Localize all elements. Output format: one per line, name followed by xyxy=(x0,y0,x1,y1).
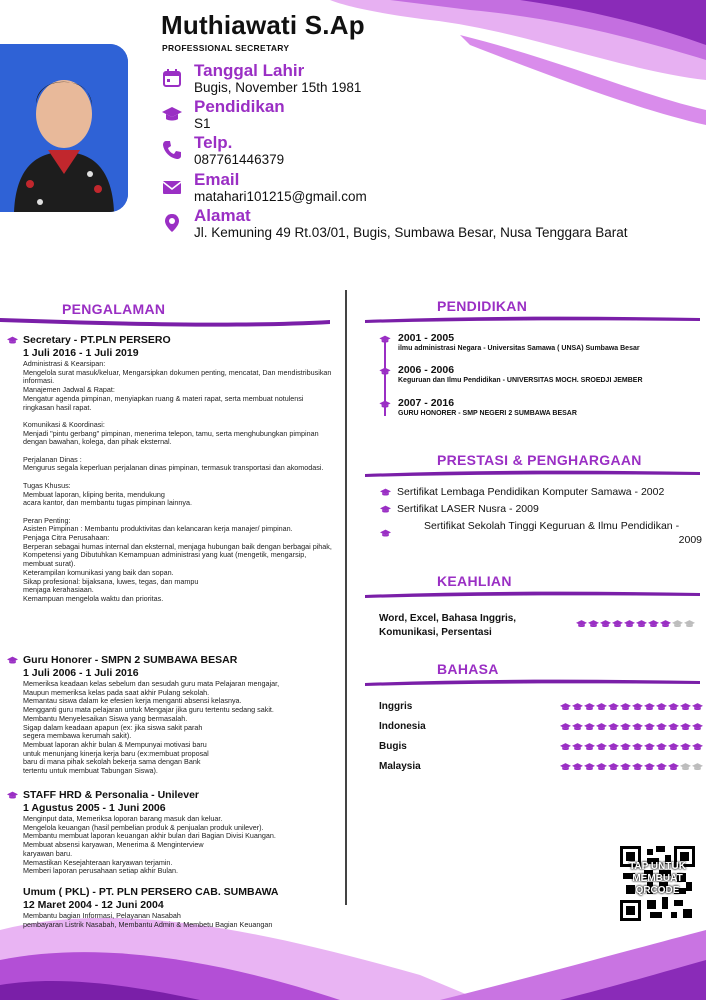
language-name: Malaysia xyxy=(379,761,421,772)
rating-cap-icon xyxy=(596,762,607,772)
rating-cap-icon xyxy=(596,702,607,712)
job-date: 1 Agustus 2005 - 1 Juni 2006 xyxy=(23,802,166,814)
info-value: S1 xyxy=(194,116,211,131)
qr-code-label xyxy=(620,861,695,897)
graduation-cap-icon xyxy=(7,336,18,345)
phone-icon xyxy=(162,140,182,160)
info-label: Telp. xyxy=(194,133,233,152)
rating-cap-icon xyxy=(692,762,703,772)
education-year: 2001 - 2005 xyxy=(398,332,455,344)
rating-cap-icon xyxy=(572,722,583,732)
rating-cap-icon xyxy=(644,762,655,772)
rating-cap-icon xyxy=(572,702,583,712)
profile-name: Muthiawati S.Ap xyxy=(161,10,365,40)
rating-cap-icon xyxy=(560,762,571,772)
heading-underline xyxy=(365,675,700,689)
languages-heading: BAHASA xyxy=(437,661,499,677)
heading-underline xyxy=(365,466,700,480)
rating-cap-icon xyxy=(644,742,655,752)
rating-cap-icon xyxy=(680,702,691,712)
rating-cap-icon xyxy=(584,742,595,752)
graduation-cap-icon xyxy=(379,400,391,409)
rating-cap-icon xyxy=(692,722,703,732)
rating-cap-icon xyxy=(596,722,607,732)
job-title: Secretary - PT.PLN PERSERO xyxy=(23,334,171,346)
language-name: Bugis xyxy=(379,741,407,752)
rating-cap-icon xyxy=(656,762,667,772)
email-icon xyxy=(162,177,182,197)
job-description: Menginput data, Memeriksa loporan barang masuk dan keluar. Mengelola keuangan (hasil pembelian produk & penjualan produk unilever). Membantu membuat laporan keuangan akhir bulan dari Bagian Divisi Kuangan. Membuat absensi karyawan, Menerima & Menginterview karyawan baru. Memastikan Kesejahteraan karyawan terjamin. Memberi laporan perusahaan setiap akhir Bulan. xyxy=(23,814,276,876)
info-value: 087761446379 xyxy=(194,152,285,167)
skills-line1: Word, Excel, Bahasa Inggris, xyxy=(379,613,517,624)
skills-line2: Komunikasi, Persentasi xyxy=(379,627,492,638)
rating-cap-icon xyxy=(600,619,611,629)
graduation-cap-icon xyxy=(380,488,391,497)
job-date: 12 Maret 2004 - 12 Juni 2004 xyxy=(23,899,164,911)
rating-cap-icon xyxy=(680,762,691,772)
graduation-cap-icon xyxy=(380,529,391,538)
language-name: Indonesia xyxy=(379,721,426,732)
education-timeline xyxy=(378,332,698,432)
rating-cap-icon xyxy=(560,742,571,752)
rating-cap-icon xyxy=(584,702,595,712)
award-text: Sertifikat Sekolah Tinggi Keguruan & Ilmu Pendidikan - xyxy=(424,520,680,532)
language-rating xyxy=(560,722,703,732)
rating-cap-icon xyxy=(620,742,631,752)
language-rating xyxy=(560,762,703,772)
qr-label-line1: TAP UNTUK xyxy=(629,861,686,872)
language-rating xyxy=(560,702,703,712)
rating-cap-icon xyxy=(572,762,583,772)
rating-cap-icon xyxy=(588,619,599,629)
language-name: Inggris xyxy=(379,701,413,712)
education-desc: Keguruan dan Ilmu Pendidikan - UNIVERSITAS MOCH. SROEDJI JEMBER xyxy=(398,377,643,384)
rating-cap-icon xyxy=(584,762,595,772)
education-year: 2006 - 2006 xyxy=(398,364,455,376)
experience-heading: PENGALAMAN xyxy=(62,301,166,317)
job-date: 1 Juli 2006 - 1 Juli 2016 xyxy=(23,667,139,679)
rating-cap-icon xyxy=(668,722,679,732)
rating-cap-icon xyxy=(584,722,595,732)
job-description: Administrasi & Kearsipan: Mengelola surat masuk/keluar, Mengarsipkan dokumen penting, mencatat, Dan mendistribusikan informasi. Manajemen Jadwal & Rapat: Mengatur agenda pimpinan, menyiapkan ruang & materi rapat, serta membuat notulensi ringkasan hasil rapat. Komunikasi & Koordinasi: Menjadi "pintu gerbang" pimpinan, menerima telepon, tamu, serta menghubungkan pimpinan dengan bawahan, kolega, dan pihak eksternal. Perjalanan Dinas : Mengurus segala keperluan perjalanan dinas pimpinan, termasuk transportasi dan akomodasi. Tugas Khusus: Membuat laporan, kliping berita, mendukung acara kantor, dan membantu tugas pimpinan lainnya. Peran Penting: Asisten Pimpinan : Membantu produktivitas dan kelancaran kerja manajer/ pimpinan. Penjaga Citra Perusahaan: Berperan sebagai humas internal dan eksternal, menjaga hubungan baik dengan berbagai pihak, Kompetensi yang Dibutuhkan Kemampuan administrasi yang kuat (mengetik, mengarsip, membuat surat). Keterampilan komunikasi yang baik dan sopan. Sikap profesional: bijaksana, luwes, tegas, dan mampu menjaga kerahasiaan. Kemampuan mengelola waktu dan prioritas. xyxy=(23,359,332,603)
awards-heading: PRESTASI & PENGHARGAAN xyxy=(437,452,642,468)
rating-cap-icon xyxy=(656,722,667,732)
profile-role: PROFESSIONAL SECRETARY xyxy=(162,43,290,53)
rating-cap-icon xyxy=(632,702,643,712)
rating-cap-icon xyxy=(672,619,683,629)
rating-cap-icon xyxy=(668,762,679,772)
qr-label-line2: MEMBUAT xyxy=(632,873,683,884)
rating-cap-icon xyxy=(632,742,643,752)
rating-cap-icon xyxy=(620,722,631,732)
award-text-year: 2009 xyxy=(678,534,702,546)
job-description: Membantu bagian Informasi, Pelayanan Nasabah pembayaran Listrik Nasabah, Membantu Admin & Membetu Bagian Keuangan xyxy=(23,911,273,929)
heading-underline xyxy=(365,587,700,601)
profile-photo xyxy=(0,44,128,212)
job-title: Guru Honorer - SMPN 2 SUMBAWA BESAR xyxy=(23,654,238,666)
info-label: Tanggal Lahir xyxy=(194,61,305,80)
info-value: Jl. Kemuning 49 Rt.03/01, Bugis, Sumbawa Besar, Nusa Tenggara Barat xyxy=(194,225,628,240)
rating-cap-icon xyxy=(620,702,631,712)
rating-cap-icon xyxy=(608,742,619,752)
rating-cap-icon xyxy=(572,742,583,752)
graduation-cap-icon xyxy=(7,656,18,665)
education-desc: ilmu administrasi Negara - Universitas Samawa ( UNSA) Sumbawa Besar xyxy=(398,345,640,352)
rating-cap-icon xyxy=(644,722,655,732)
info-label: Pendidikan xyxy=(194,97,285,116)
rating-cap-icon xyxy=(648,619,659,629)
rating-cap-icon xyxy=(656,742,667,752)
graduation-cap-icon xyxy=(7,791,18,800)
rating-cap-icon xyxy=(656,702,667,712)
education-year: 2007 - 2016 xyxy=(398,397,455,409)
rating-cap-icon xyxy=(608,702,619,712)
rating-cap-icon xyxy=(668,702,679,712)
qr-label-line3: QRCODE xyxy=(635,885,680,896)
rating-cap-icon xyxy=(692,742,703,752)
rating-cap-icon xyxy=(608,722,619,732)
rating-cap-icon xyxy=(560,722,571,732)
job-title: Umum ( PKL) - PT. PLN PERSERO CAB. SUMBAWA xyxy=(23,886,279,898)
rating-cap-icon xyxy=(644,702,655,712)
graduation-cap-icon xyxy=(379,335,391,344)
rating-cap-icon xyxy=(668,742,679,752)
job-date: 1 Juli 2016 - 1 Juli 2019 xyxy=(23,347,139,359)
location-pin-icon xyxy=(162,213,182,233)
award-text: Sertifikat LASER Nusra - 2009 xyxy=(397,503,539,515)
calendar-icon xyxy=(162,68,182,88)
job-title: STAFF HRD & Personalia - Unilever xyxy=(23,789,200,801)
rating-cap-icon xyxy=(612,619,623,629)
info-label: Email xyxy=(194,170,240,189)
rating-cap-icon xyxy=(596,742,607,752)
skills-heading: KEAHLIAN xyxy=(437,573,512,589)
language-rating xyxy=(560,742,703,752)
rating-cap-icon xyxy=(692,702,703,712)
info-value: Bugis, November 15th 1981 xyxy=(194,80,362,95)
rating-cap-icon xyxy=(660,619,671,629)
rating-cap-icon xyxy=(624,619,635,629)
column-divider xyxy=(345,290,347,905)
graduation-cap-icon xyxy=(162,104,182,124)
graduation-cap-icon xyxy=(380,505,391,514)
rating-cap-icon xyxy=(560,702,571,712)
rating-cap-icon xyxy=(632,722,643,732)
award-text: Sertifikat Lembaga Pendidikan Komputer Samawa - 2002 xyxy=(397,486,665,498)
rating-cap-icon xyxy=(636,619,647,629)
rating-cap-icon xyxy=(684,619,695,629)
info-label: Alamat xyxy=(194,206,251,225)
education-heading: PENDIDIKAN xyxy=(437,298,528,314)
person-icon xyxy=(0,44,128,212)
rating-cap-icon xyxy=(680,722,691,732)
job-description: Memeriksa keadaan kelas sebelum dan sesudah guru mata Pelajaran mengajar, Maupun memeriksa kelas pada saat akhir Pulang sekolah. Memantau siswa dalam ke efesien kerja menganti absensi kelasnya. Mengganti guru mata pelajaran untuk Mengajar jika guru tertentu sedang sakit. Membantu Menyelesaikan Siswa yang bermasalah. Sigap dalam keadaan apapun (ex: jika siswa sakit parah segera membawa kerumah sakit). Membuat laporan akhir bulan & Mempunyai motivasi baru untuk menunjang kinerja kerja baru (ex:membuat proposal baru di mana pihak sekolah bekerja sama dengan Bank tertentu untuk membuat Tabungan Siswa). xyxy=(23,679,280,776)
skill-rating xyxy=(576,619,695,629)
rating-cap-icon xyxy=(632,762,643,772)
graduation-cap-icon xyxy=(379,367,391,376)
rating-cap-icon xyxy=(576,619,587,629)
info-value: matahari101215@gmail.com xyxy=(194,189,367,204)
heading-underline xyxy=(365,312,700,326)
education-desc: GURU HONORER - SMP NEGERI 2 SUMBAWA BESAR xyxy=(398,410,577,417)
rating-cap-icon xyxy=(620,762,631,772)
rating-cap-icon xyxy=(680,742,691,752)
rating-cap-icon xyxy=(608,762,619,772)
